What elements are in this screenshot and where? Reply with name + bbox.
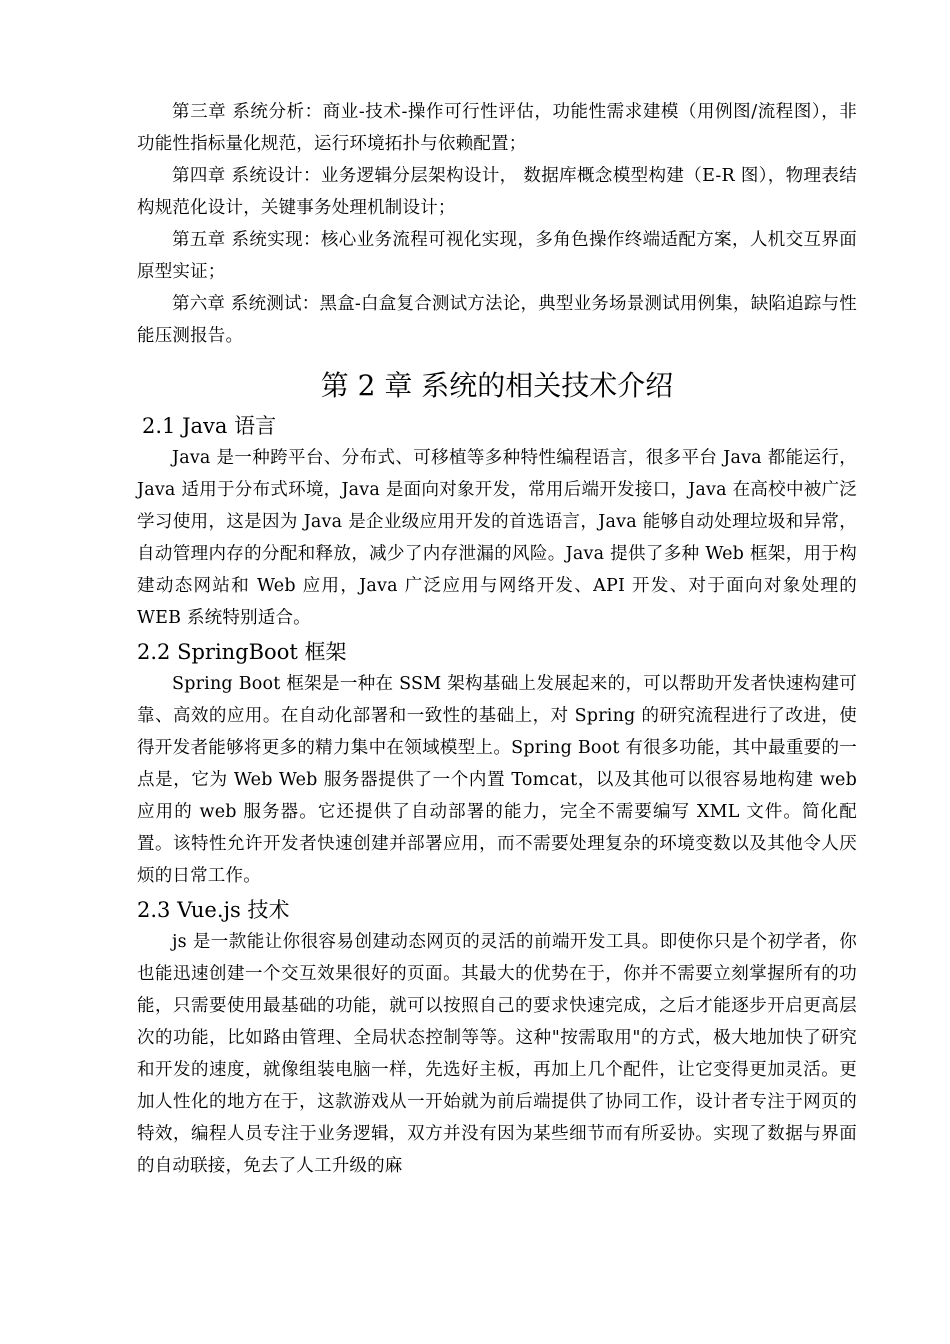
section-2-1-body: Java 是一种跨平台、分布式、可移植等多种特性编程语言，很多平台 Java 都能运行，Java 适用于分布式环境，Java 是面向对象开发，常用后端开发接口，Java 在高校中被广泛学习使用，这是因为 Java 是企业级应用开发的首选语言，Java 能够自动处理垃圾和异常，自动管理内存的分配和释放，减少了内存泄漏的风险。Java 提供了多种 Web 框架，用于构建动态网站和 Web 应用，Java 广泛应用与网络开发、API 开发、对于面向对象处理的 WEB 系统特别适合。	[137, 448, 857, 628]
chapter-2-title: 第 2 章 系统的相关技术介绍	[320, 369, 674, 402]
intro-paragraph-ch5: 第五章 系统实现：核心业务流程可视化实现，多角色操作终端适配方案，人机交互界面原型实证；	[137, 230, 857, 282]
intro-paragraph-ch4: 第四章 系统设计：业务逻辑分层架构设计， 数据库概念模型构建（E-R 图），物理表结构规范化设计，关键事务处理机制设计；	[137, 166, 857, 218]
section-2-2-body: Spring Boot 框架是一种在 SSM 架构基础上发展起来的，可以帮助开发者快速构建可靠、高效的应用。在自动化部署和一致性的基础上，对 Spring 的研究流程进行了改进，使得开发者能够将更多的精力集中在领域模型上。Spring Boot 有很多功能，其中最重要的一点是，它为 Web Web 服务器提供了一个内置 Tomcat，以及其他可以很容易地构建 web 应用的 web 服务器。它还提供了自动部署的能力，完全不需要编写 XML 文件。简化配置。该特性允许开发者快速创建并部署应用，而不需要处理复杂的环境变数以及其他令人厌烦的日常工作。	[137, 674, 857, 886]
section-2-3-title: 2.3 Vue.js 技术	[137, 898, 290, 922]
intro-paragraph-ch3: 第三章 系统分析：商业-技术-操作可行性评估，功能性需求建模（用例图/流程图），非功能性指标量化规范，运行环境拓扑与依赖配置；	[137, 102, 857, 154]
section-2-2-title: 2.2 SpringBoot 框架	[137, 640, 347, 664]
section-2-3-body: js 是一款能让你很容易创建动态网页的灵活的前端开发工具。即使你只是个初学者，你也能迅速创建一个交互效果很好的页面。其最大的优势在于，你并不需要立刻掌握所有的功能，只需要使用最基础的功能，就可以按照自己的要求快速完成，之后才能逐步开启更高层次的功能，比如路由管理、全局状态控制等等。这种"按需取用"的方式，极大地加快了研究和开发的速度，就像组装电脑一样，先选好主板，再加上几个配件，让它变得更加灵活。更加人性化的地方在于，这款游戏从一开始就为前后端提供了协同工作，设计者专注于网页的特效，编程人员专注于业务逻辑，双方并没有因为某些细节而有所妥协。实现了数据与界面的自动联接，免去了人工升级的麻	[137, 932, 857, 1176]
intro-paragraph-ch6: 第六章 系统测试：黑盒-白盒复合测试方法论，典型业务场景测试用例集，缺陷追踪与性能压测报告。	[137, 294, 857, 346]
document-page	[137, 96, 857, 1182]
section-2-1-title: 2.1 Java 语言	[142, 414, 277, 438]
